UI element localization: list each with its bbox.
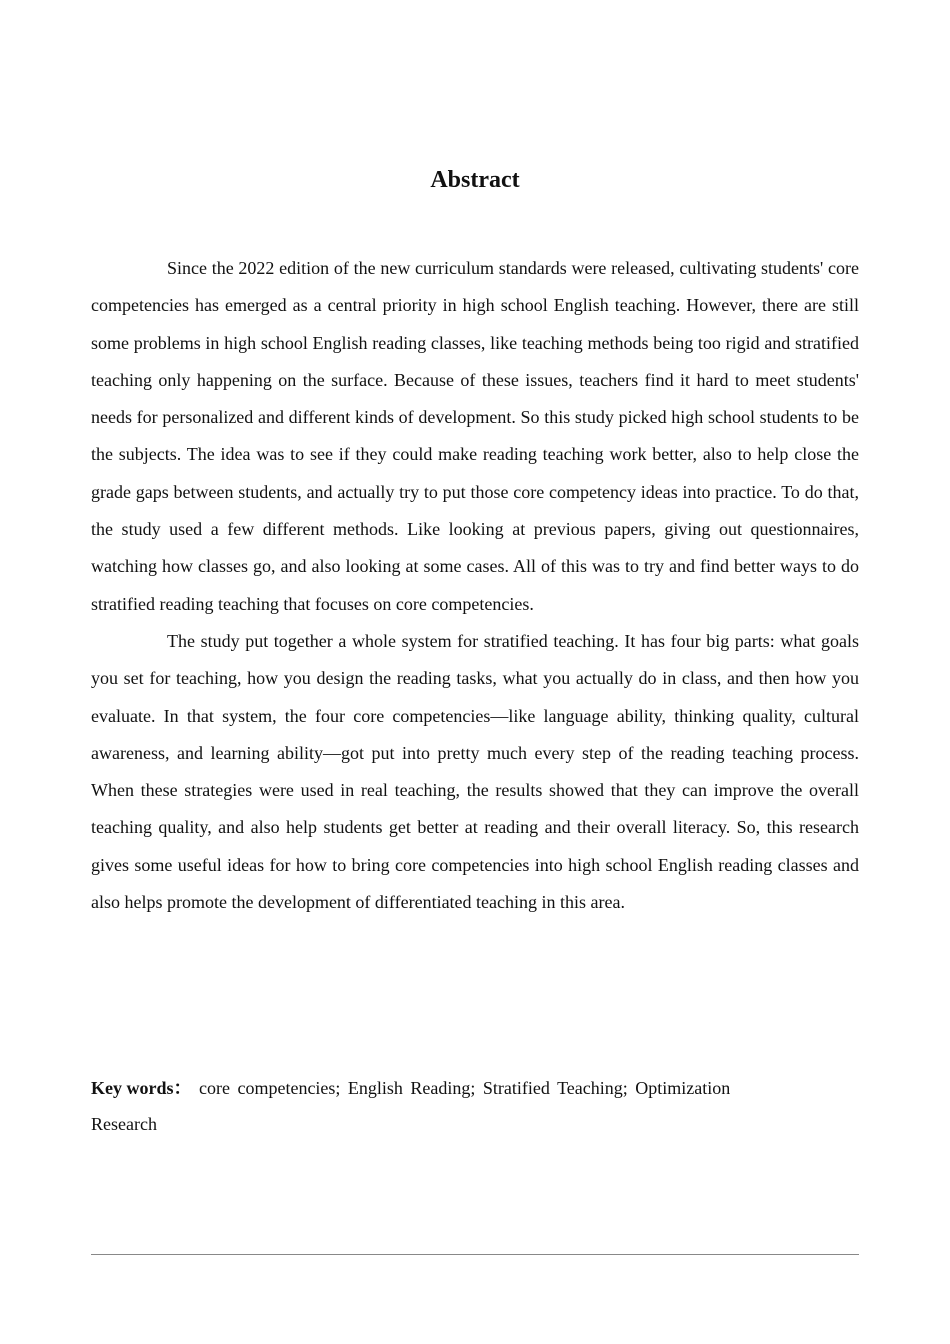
- abstract-paragraph-2: The study put together a whole system for stratified teaching. It has four big parts: what goals you set for teaching, how you design the reading tasks, what you actually do in class, and then how you evaluate. In that system, the four core competencies—like language ability, thinking quality, cultural awareness, and learning ability—got put into pretty much every step of the reading teaching process. When these strategies were used in real teaching, the results showed that they can improve the overall teaching quality, and also help students get better at reading and their overall literacy. So, this research gives some useful ideas for how to bring core competencies into high school English reading classes and also helps promote the development of differentiated teaching in this area.: [91, 630, 859, 913]
- abstract-paragraph-1: Since the 2022 edition of the new curriculum standards were released, cultivating students' core competencies has emerged as a central priority in high school English teaching. However, there are still some problems in high school English reading classes, like teaching methods being too rigid and stratified teaching only happening on the surface. Because of these issues, teachers find it hard to meet students' needs for personalized and different kinds of development. So this study picked high school students to be the subjects. The idea was to see if they could make reading teaching work better, also to help close the grade gaps between students, and actually try to put those core competency ideas into practice. To do that, the study used a few different methods. Like looking at previous papers, giving out questionnaires, watching how classes go, and also looking at some cases. All of this was to try and find better ways to do stratified reading teaching that focuses on core competencies.: [91, 258, 859, 614]
- keywords-label: Key words：: [91, 1078, 192, 1098]
- keywords: [91, 1070, 791, 1142]
- keywords-text: core competencies; English Reading; Stratified Teaching; Optimization Research: [91, 1078, 731, 1134]
- footer-divider: [91, 1254, 859, 1255]
- abstract-body: [91, 250, 859, 921]
- page-title: Abstract: [430, 167, 520, 193]
